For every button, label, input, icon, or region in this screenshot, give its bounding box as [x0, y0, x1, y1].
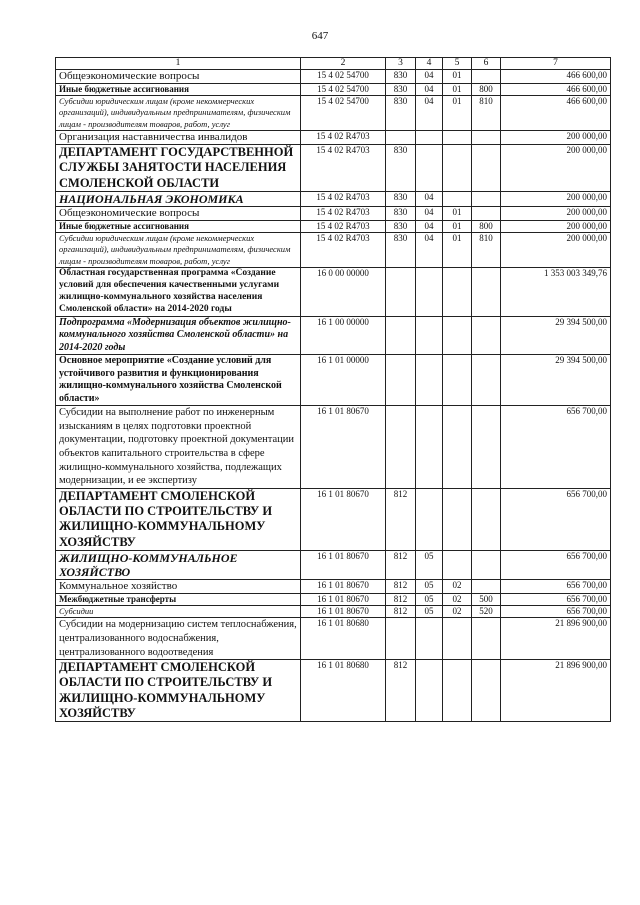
row-subsection-code: 02 [443, 605, 472, 617]
row-target-article: 16 1 01 80670 [301, 580, 386, 594]
row-department-code [386, 618, 416, 660]
row-department-code: 830 [386, 95, 416, 130]
row-amount: 200 000,00 [501, 191, 611, 206]
row-department-code [386, 406, 416, 489]
row-section-code: 04 [416, 232, 443, 267]
row-target-article: 16 1 01 80670 [301, 594, 386, 606]
row-target-article: 15 4 02 54700 [301, 70, 386, 84]
row-name: ДЕПАРТАМЕНТ СМОЛЕНСКОЙ ОБЛАСТИ ПО СТРОИТЕЛЬСТВУ И ЖИЛИЩНО-КОММУНАЛЬНОМУ ХОЗЯЙСТВУ [56, 660, 301, 722]
row-section-code [416, 660, 443, 722]
row-name: Организация наставничества инвалидов [56, 131, 301, 145]
row-subsection-code: 01 [443, 232, 472, 267]
row-target-article: 16 1 01 80670 [301, 488, 386, 550]
row-target-article: 15 4 02 54700 [301, 95, 386, 130]
table-row [56, 191, 611, 206]
row-subsection-code [443, 406, 472, 489]
row-section-code: 04 [416, 84, 443, 96]
row-section-code: 04 [416, 70, 443, 84]
header-row [56, 58, 611, 70]
row-department-code: 830 [386, 232, 416, 267]
row-amount: 200 000,00 [501, 207, 611, 221]
row-section-code [416, 406, 443, 489]
row-expense-type [472, 316, 501, 355]
row-section-code: 05 [416, 550, 443, 579]
row-subsection-code [443, 488, 472, 550]
row-expense-type [472, 618, 501, 660]
row-subsection-code [443, 191, 472, 206]
row-expense-type [472, 550, 501, 579]
row-name: Межбюджетные трансферты [56, 594, 301, 606]
row-expense-type [472, 268, 501, 317]
row-name: Общеэкономические вопросы [56, 207, 301, 221]
row-section-code: 04 [416, 191, 443, 206]
row-name: Подпрограмма «Модернизация объектов жилищно-коммунального хозяйства Смоленской области» на 2014-2020 годы [56, 316, 301, 355]
row-target-article: 16 1 01 80670 [301, 605, 386, 617]
row-section-code: 05 [416, 605, 443, 617]
table-row [56, 145, 611, 192]
table-row [56, 84, 611, 96]
page-number: 647 [311, 30, 329, 42]
row-section-code [416, 316, 443, 355]
table-row [56, 232, 611, 267]
row-target-article: 16 1 01 00000 [301, 355, 386, 406]
table-row [56, 221, 611, 233]
row-name: ЖИЛИЩНО-КОММУНАЛЬНОЕ ХОЗЯЙСТВО [56, 550, 301, 579]
row-name: Субсидии на модернизацию систем теплоснабжения, централизованного водоснабжения, централизованного водоотведения [56, 618, 301, 660]
row-department-code: 830 [386, 145, 416, 192]
table-row [56, 70, 611, 84]
table-row [56, 355, 611, 406]
table-row [56, 618, 611, 660]
row-department-code: 830 [386, 70, 416, 84]
row-subsection-code: 01 [443, 84, 472, 96]
row-target-article: 16 1 00 00000 [301, 316, 386, 355]
row-amount: 29 394 500,00 [501, 355, 611, 406]
header-col-7: 7 [501, 58, 611, 70]
row-target-article: 15 4 02 R4703 [301, 232, 386, 267]
row-expense-type [472, 488, 501, 550]
row-name: ДЕПАРТАМЕНТ СМОЛЕНСКОЙ ОБЛАСТИ ПО СТРОИТЕЛЬСТВУ И ЖИЛИЩНО-КОММУНАЛЬНОМУ ХОЗЯЙСТВУ [56, 488, 301, 550]
row-section-code [416, 131, 443, 145]
row-expense-type [472, 580, 501, 594]
row-subsection-code: 01 [443, 221, 472, 233]
row-subsection-code [443, 618, 472, 660]
row-expense-type: 810 [472, 95, 501, 130]
row-expense-type: 800 [472, 221, 501, 233]
row-amount: 656 700,00 [501, 605, 611, 617]
header-col-6: 6 [472, 58, 501, 70]
row-amount: 21 896 900,00 [501, 660, 611, 722]
row-target-article: 15 4 02 R4703 [301, 207, 386, 221]
row-subsection-code [443, 316, 472, 355]
row-amount: 466 600,00 [501, 70, 611, 84]
table-row [56, 316, 611, 355]
row-name: Субсидии юридическим лицам (кроме некоммерческих организаций), индивидуальным предпринимателям, физическим лицам - производителям товаров, работ, услуг [56, 95, 301, 130]
row-subsection-code: 01 [443, 70, 472, 84]
row-section-code [416, 145, 443, 192]
row-department-code: 812 [386, 594, 416, 606]
row-expense-type [472, 406, 501, 489]
row-section-code: 04 [416, 221, 443, 233]
row-amount: 466 600,00 [501, 95, 611, 130]
budget-table [55, 57, 611, 722]
row-section-code [416, 268, 443, 317]
table-body [56, 70, 611, 722]
row-subsection-code [443, 131, 472, 145]
row-expense-type [472, 70, 501, 84]
row-target-article: 15 4 02 R4703 [301, 221, 386, 233]
row-target-article: 15 4 02 R4703 [301, 145, 386, 192]
row-section-code: 05 [416, 594, 443, 606]
row-amount: 656 700,00 [501, 406, 611, 489]
row-department-code: 812 [386, 580, 416, 594]
row-subsection-code [443, 660, 472, 722]
row-expense-type [472, 355, 501, 406]
row-section-code: 04 [416, 207, 443, 221]
row-department-code: 830 [386, 207, 416, 221]
row-name: Иные бюджетные ассигнования [56, 84, 301, 96]
row-department-code: 830 [386, 84, 416, 96]
row-expense-type [472, 191, 501, 206]
row-department-code [386, 316, 416, 355]
row-department-code: 812 [386, 488, 416, 550]
row-section-code: 04 [416, 95, 443, 130]
header-col-4: 4 [416, 58, 443, 70]
row-department-code: 812 [386, 605, 416, 617]
row-target-article: 15 4 02 R4703 [301, 131, 386, 145]
row-department-code: 812 [386, 550, 416, 579]
row-expense-type: 810 [472, 232, 501, 267]
row-amount: 200 000,00 [501, 232, 611, 267]
row-department-code: 812 [386, 660, 416, 722]
row-department-code [386, 268, 416, 317]
row-expense-type [472, 207, 501, 221]
row-name: Субсидии юридическим лицам (кроме некоммерческих организаций), индивидуальным предпринимателям, физическим лицам - производителям товаров, работ, услуг [56, 232, 301, 267]
row-department-code [386, 131, 416, 145]
row-name: Субсидии [56, 605, 301, 617]
row-amount: 200 000,00 [501, 131, 611, 145]
table-row [56, 406, 611, 489]
row-amount: 656 700,00 [501, 550, 611, 579]
row-target-article: 16 0 00 00000 [301, 268, 386, 317]
row-expense-type: 500 [472, 594, 501, 606]
header-col-5: 5 [443, 58, 472, 70]
row-target-article: 16 1 01 80680 [301, 618, 386, 660]
row-department-code [386, 355, 416, 406]
row-department-code: 830 [386, 191, 416, 206]
row-subsection-code [443, 355, 472, 406]
row-target-article: 15 4 02 54700 [301, 84, 386, 96]
row-name: Коммунальное хозяйство [56, 580, 301, 594]
row-target-article: 16 1 01 80670 [301, 406, 386, 489]
row-expense-type [472, 145, 501, 192]
header-col-1: 1 [56, 58, 301, 70]
row-section-code: 05 [416, 580, 443, 594]
table-row [56, 580, 611, 594]
row-amount: 200 000,00 [501, 145, 611, 192]
row-name: НАЦИОНАЛЬНАЯ ЭКОНОМИКА [56, 191, 301, 206]
header-col-3: 3 [386, 58, 416, 70]
row-expense-type [472, 131, 501, 145]
table-row [56, 268, 611, 317]
row-section-code [416, 618, 443, 660]
table-row [56, 131, 611, 145]
row-subsection-code: 02 [443, 580, 472, 594]
row-subsection-code [443, 550, 472, 579]
row-target-article: 16 1 01 80670 [301, 550, 386, 579]
row-amount: 466 600,00 [501, 84, 611, 96]
row-amount: 200 000,00 [501, 221, 611, 233]
row-amount: 1 353 003 349,76 [501, 268, 611, 317]
table-row [56, 550, 611, 579]
header-col-2: 2 [301, 58, 386, 70]
row-subsection-code: 01 [443, 207, 472, 221]
row-section-code [416, 355, 443, 406]
table-row [56, 95, 611, 130]
row-target-article: 15 4 02 R4703 [301, 191, 386, 206]
row-department-code: 830 [386, 221, 416, 233]
row-expense-type: 520 [472, 605, 501, 617]
row-name: Иные бюджетные ассигнования [56, 221, 301, 233]
table-row [56, 660, 611, 722]
row-name: Субсидии на выполнение работ по инженерным изысканиям в целях подготовки проектной документации, подготовку проектной документации объектов капитального строительства в сфере жилищно-коммунального хозяйства, подлежащих модернизации, и ее экспертизу [56, 406, 301, 489]
table-row [56, 594, 611, 606]
row-name: ДЕПАРТАМЕНТ ГОСУДАРСТВЕННОЙ СЛУЖБЫ ЗАНЯТОСТИ НАСЕЛЕНИЯ СМОЛЕНСКОЙ ОБЛАСТИ [56, 145, 301, 192]
row-subsection-code [443, 268, 472, 317]
row-subsection-code [443, 145, 472, 192]
row-amount: 656 700,00 [501, 580, 611, 594]
row-amount: 29 394 500,00 [501, 316, 611, 355]
row-amount: 656 700,00 [501, 594, 611, 606]
row-name: Областная государственная программа «Создание условий для обеспечения качественными услугами жилищно-коммунального хозяйства населения Смоленской области» на 2014-2020 годы [56, 268, 301, 317]
row-section-code [416, 488, 443, 550]
row-target-article: 16 1 01 80680 [301, 660, 386, 722]
row-subsection-code: 02 [443, 594, 472, 606]
row-amount: 21 896 900,00 [501, 618, 611, 660]
table-row [56, 207, 611, 221]
row-name: Основное мероприятие «Создание условий для устойчивого развития и функционирования жилищно-коммунального хозяйства Смоленской области» [56, 355, 301, 406]
row-name: Общеэкономические вопросы [56, 70, 301, 84]
table-row [56, 605, 611, 617]
row-expense-type [472, 660, 501, 722]
row-amount: 656 700,00 [501, 488, 611, 550]
table-row [56, 488, 611, 550]
row-expense-type: 800 [472, 84, 501, 96]
row-subsection-code: 01 [443, 95, 472, 130]
